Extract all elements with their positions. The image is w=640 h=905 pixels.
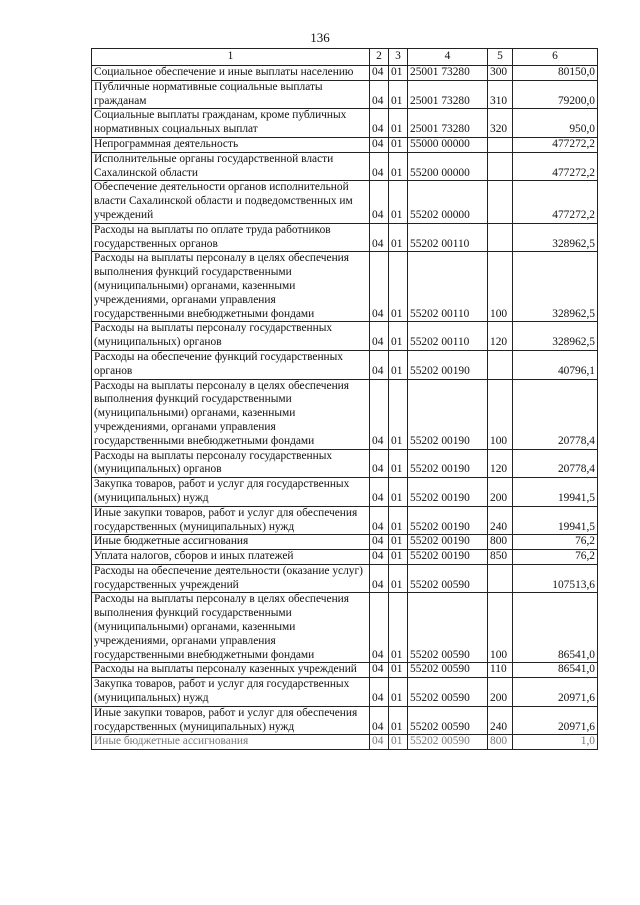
row-subsection: 01 (389, 252, 408, 322)
row-name: Исполнительные органы государственной власти Сахалинской области (92, 152, 370, 181)
row-subsection: 01 (389, 223, 408, 252)
row-amount: 86541,0 (513, 663, 598, 678)
row-amount: 79200,0 (513, 80, 598, 109)
row-amount: 76,2 (513, 550, 598, 565)
row-section: 04 (370, 223, 389, 252)
row-target-code: 55202 00190 (408, 379, 488, 449)
row-amount: 20971,6 (513, 706, 598, 735)
row-section: 04 (370, 550, 389, 565)
table-row (92, 550, 598, 565)
row-expense-type: 850 (488, 550, 513, 565)
row-expense-type: 800 (488, 735, 513, 750)
row-subsection: 01 (389, 663, 408, 678)
row-name: Иные бюджетные ассигнования (92, 735, 370, 750)
row-target-code: 55202 00190 (408, 350, 488, 379)
row-name: Социальные выплаты гражданам, кроме публичных нормативных социальных выплат (92, 109, 370, 138)
row-expense-type: 100 (488, 252, 513, 322)
row-subsection: 01 (389, 593, 408, 663)
row-section: 04 (370, 678, 389, 707)
row-target-code: 25001 73280 (408, 80, 488, 109)
col-header-2: 2 (370, 49, 389, 66)
row-target-code: 55202 00190 (408, 550, 488, 565)
row-name: Непрограммная деятельность (92, 137, 370, 152)
row-target-code: 55000 00000 (408, 137, 488, 152)
row-section: 04 (370, 593, 389, 663)
row-target-code: 55202 00110 (408, 223, 488, 252)
row-amount: 328962,5 (513, 322, 598, 351)
col-header-1: 1 (92, 49, 370, 66)
row-expense-type: 300 (488, 66, 513, 81)
row-subsection: 01 (389, 322, 408, 351)
budget-table (91, 48, 598, 750)
row-subsection: 01 (389, 137, 408, 152)
row-section: 04 (370, 152, 389, 181)
row-section: 04 (370, 735, 389, 750)
row-section: 04 (370, 252, 389, 322)
row-name: Иные закупки товаров, работ и услуг для обеспечения государственных (муниципальных) нужд (92, 706, 370, 735)
row-subsection: 01 (389, 181, 408, 223)
table-row (92, 80, 598, 109)
table-row (92, 137, 598, 152)
row-expense-type (488, 152, 513, 181)
row-section: 04 (370, 109, 389, 138)
table-row (92, 535, 598, 550)
page-number: 136 (310, 30, 330, 45)
row-target-code: 55202 00590 (408, 663, 488, 678)
row-subsection: 01 (389, 478, 408, 507)
table-row (92, 252, 598, 322)
row-name: Расходы на выплаты персоналу казенных учреждений (92, 663, 370, 678)
row-target-code: 55202 00590 (408, 678, 488, 707)
row-name: Обеспечение деятельности органов исполнительной власти Сахалинской области и подведомственных им учреждений (92, 181, 370, 223)
table-row (92, 181, 598, 223)
row-target-code: 55202 00110 (408, 252, 488, 322)
table-row (92, 564, 598, 593)
row-name: Публичные нормативные социальные выплаты гражданам (92, 80, 370, 109)
row-subsection: 01 (389, 550, 408, 565)
row-section: 04 (370, 181, 389, 223)
table-row (92, 663, 598, 678)
table-row (92, 478, 598, 507)
row-subsection: 01 (389, 379, 408, 449)
row-name: Расходы на обеспечение функций государственных органов (92, 350, 370, 379)
row-section: 04 (370, 564, 389, 593)
row-subsection: 01 (389, 678, 408, 707)
row-expense-type: 200 (488, 678, 513, 707)
row-section: 04 (370, 322, 389, 351)
row-amount: 477272,2 (513, 152, 598, 181)
row-subsection: 01 (389, 564, 408, 593)
row-target-code: 55202 00190 (408, 535, 488, 550)
row-amount: 950,0 (513, 109, 598, 138)
row-target-code: 55202 00190 (408, 478, 488, 507)
row-amount: 477272,2 (513, 181, 598, 223)
table-row (92, 350, 598, 379)
row-amount: 328962,5 (513, 223, 598, 252)
row-subsection: 01 (389, 109, 408, 138)
row-name: Уплата налогов, сборов и иных платежей (92, 550, 370, 565)
row-subsection: 01 (389, 706, 408, 735)
row-amount: 76,2 (513, 535, 598, 550)
col-header-3: 3 (389, 49, 408, 66)
row-expense-type (488, 350, 513, 379)
row-name: Расходы на выплаты персоналу государственных (муниципальных) органов (92, 322, 370, 351)
row-expense-type: 100 (488, 379, 513, 449)
table-row (92, 506, 598, 535)
table-row (92, 449, 598, 478)
header-row (92, 49, 598, 66)
row-expense-type: 200 (488, 478, 513, 507)
row-expense-type: 240 (488, 506, 513, 535)
row-amount: 80150,0 (513, 66, 598, 81)
row-target-code: 55202 00000 (408, 181, 488, 223)
table-row (92, 152, 598, 181)
row-expense-type: 100 (488, 593, 513, 663)
row-amount: 19941,5 (513, 506, 598, 535)
row-expense-type: 110 (488, 663, 513, 678)
row-target-code: 55202 00590 (408, 735, 488, 750)
row-target-code: 55202 00190 (408, 506, 488, 535)
row-amount: 1,0 (513, 735, 598, 750)
row-amount: 86541,0 (513, 593, 598, 663)
table-row (92, 706, 598, 735)
row-section: 04 (370, 663, 389, 678)
table-row (92, 109, 598, 138)
row-expense-type (488, 137, 513, 152)
row-amount: 20778,4 (513, 379, 598, 449)
table-row (92, 322, 598, 351)
row-subsection: 01 (389, 350, 408, 379)
row-section: 04 (370, 379, 389, 449)
row-target-code: 55202 00590 (408, 564, 488, 593)
row-section: 04 (370, 506, 389, 535)
row-section: 04 (370, 449, 389, 478)
row-name: Расходы на выплаты персоналу государственных (муниципальных) органов (92, 449, 370, 478)
row-target-code: 55202 00590 (408, 706, 488, 735)
col-header-6: 6 (513, 49, 598, 66)
table-row (92, 66, 598, 81)
row-subsection: 01 (389, 449, 408, 478)
row-amount: 20778,4 (513, 449, 598, 478)
table-row (92, 735, 598, 750)
row-name: Социальное обеспечение и иные выплаты населению (92, 66, 370, 81)
row-section: 04 (370, 478, 389, 507)
row-section: 04 (370, 80, 389, 109)
table-row (92, 678, 598, 707)
row-section: 04 (370, 137, 389, 152)
row-target-code: 25001 73280 (408, 109, 488, 138)
row-name: Расходы на обеспечение деятельности (оказание услуг) государственных учреждений (92, 564, 370, 593)
row-subsection: 01 (389, 506, 408, 535)
row-target-code: 25001 73280 (408, 66, 488, 81)
row-amount: 107513,6 (513, 564, 598, 593)
row-expense-type: 320 (488, 109, 513, 138)
row-name: Расходы на выплаты персоналу в целях обеспечения выполнения функций государственными (муниципальными) органами, казенными учреждениями, органами управления государственными внебюджетными фондами (92, 252, 370, 322)
row-expense-type: 120 (488, 449, 513, 478)
row-subsection: 01 (389, 80, 408, 109)
row-amount: 40796,1 (513, 350, 598, 379)
row-expense-type: 120 (488, 322, 513, 351)
row-name: Закупка товаров, работ и услуг для государственных (муниципальных) нужд (92, 678, 370, 707)
table-row (92, 593, 598, 663)
row-name: Расходы на выплаты по оплате труда работников государственных органов (92, 223, 370, 252)
row-name: Расходы на выплаты персоналу в целях обеспечения выполнения функций государственными (муниципальными) органами, казенными учреждениями, органами управления государственными внебюджетными фондами (92, 593, 370, 663)
row-subsection: 01 (389, 535, 408, 550)
row-expense-type: 800 (488, 535, 513, 550)
row-amount: 20971,6 (513, 678, 598, 707)
row-target-code: 55200 00000 (408, 152, 488, 181)
row-subsection: 01 (389, 735, 408, 750)
row-name: Иные бюджетные ассигнования (92, 535, 370, 550)
row-section: 04 (370, 535, 389, 550)
row-name: Закупка товаров, работ и услуг для государственных (муниципальных) нужд (92, 478, 370, 507)
row-name: Расходы на выплаты персоналу в целях обеспечения выполнения функций государственными (муниципальными) органами, казенными учреждениями, органами управления государственными внебюджетными фондами (92, 379, 370, 449)
col-header-4: 4 (408, 49, 488, 66)
row-expense-type (488, 564, 513, 593)
row-target-code: 55202 00190 (408, 449, 488, 478)
row-expense-type (488, 181, 513, 223)
row-amount: 328962,5 (513, 252, 598, 322)
row-name: Иные закупки товаров, работ и услуг для обеспечения государственных (муниципальных) нужд (92, 506, 370, 535)
col-header-5: 5 (488, 49, 513, 66)
table-row (92, 223, 598, 252)
table-row (92, 379, 598, 449)
row-expense-type: 240 (488, 706, 513, 735)
row-amount: 19941,5 (513, 478, 598, 507)
row-expense-type: 310 (488, 80, 513, 109)
row-amount: 477272,2 (513, 137, 598, 152)
row-expense-type (488, 223, 513, 252)
row-section: 04 (370, 350, 389, 379)
row-section: 04 (370, 66, 389, 81)
row-target-code: 55202 00590 (408, 593, 488, 663)
row-subsection: 01 (389, 66, 408, 81)
row-subsection: 01 (389, 152, 408, 181)
row-section: 04 (370, 706, 389, 735)
table-body (92, 66, 598, 750)
row-target-code: 55202 00110 (408, 322, 488, 351)
